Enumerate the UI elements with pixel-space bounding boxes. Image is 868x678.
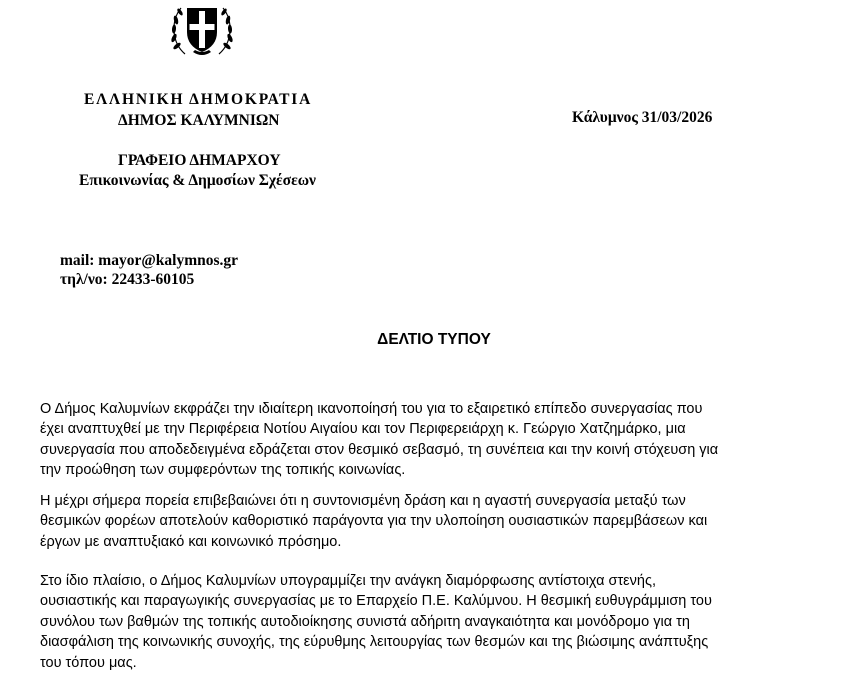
document-date: Κάλυμνος 31/03/2026 [572, 109, 713, 126]
country-heading: ΕΛΛΗΝΙΚΗ ΔΗΜΟΚΡΑΤΙΑ [84, 91, 313, 108]
contact-email: mail: mayor@kalymnos.gr [60, 252, 239, 269]
department-subheading: Επικοινωνίας & Δημοσίων Σχέσεων [79, 172, 316, 189]
municipality-heading: ΔΗΜΟΣ ΚΑΛΥΜΝΙΩΝ [118, 112, 280, 129]
office-heading: ΓΡΑΦΕΙΟ ΔΗΜΑΡΧΟΥ [118, 152, 281, 169]
press-release-title: ΔΕΛΤΙΟ ΤΥΠΟΥ [377, 331, 491, 348]
greek-coat-of-arms-icon [165, 2, 239, 60]
body-paragraph-2: Η μέχρι σήμερα πορεία επιβεβαιώνει ότι η συντονισμένη δράση και η αγαστή συνεργασία μεταξύ των θεσμικών φορέων αποτελούν καθοριστικό παράγοντα για την υλοποίηση ουσιαστικών παρεμβάσεων και έργων με αναπτυξιακό και κοινωνικό πρόσημο. [40, 493, 708, 550]
body-paragraph-1: Ο Δήμος Καλυμνίων εκφράζει την ιδιαίτερη ικανοποίησή του για το εξαιρετικό επίπεδο συνεργασίας που έχει αναπτυχθεί με την Περιφέρεια Νοτίου Αιγαίου και τον Περιφερειάρχη κ. Γεώργιο Χατζημάρκο, μια συνεργασία που αποδεδειγμένα εδράζεται στον θεσμικό σεβασμό, τη συνέπεια και την κοινή στόχευση για την προώθηση των συμφερόντων της τοπικής κοινωνίας. [40, 401, 719, 479]
body-paragraph-3: Στο ίδιο πλαίσιο, ο Δήμος Καλυμνίων υπογραμμίζει την ανάγκη διαμόρφωσης αντίστοιχα στενής, ουσιαστικής και παραγωγικής συνεργασίας με το Επαρχείο Π.Ε. Καλύμνου. Η θεσμική ευθυγράμμιση του συνόλου των βαθμών της τοπικής αυτοδιοίκησης συνιστά αδήριτη αναγκαιότητα και μονόδρομο για τη διασφάλιση της κοινωνικής συνοχής, της εύρυθμης λειτουργίας των θεσμών και της βιώσιμης ανάπτυξης του τόπου μας. [40, 573, 712, 671]
contact-phone: τηλ/νο: 22433-60105 [60, 271, 195, 288]
